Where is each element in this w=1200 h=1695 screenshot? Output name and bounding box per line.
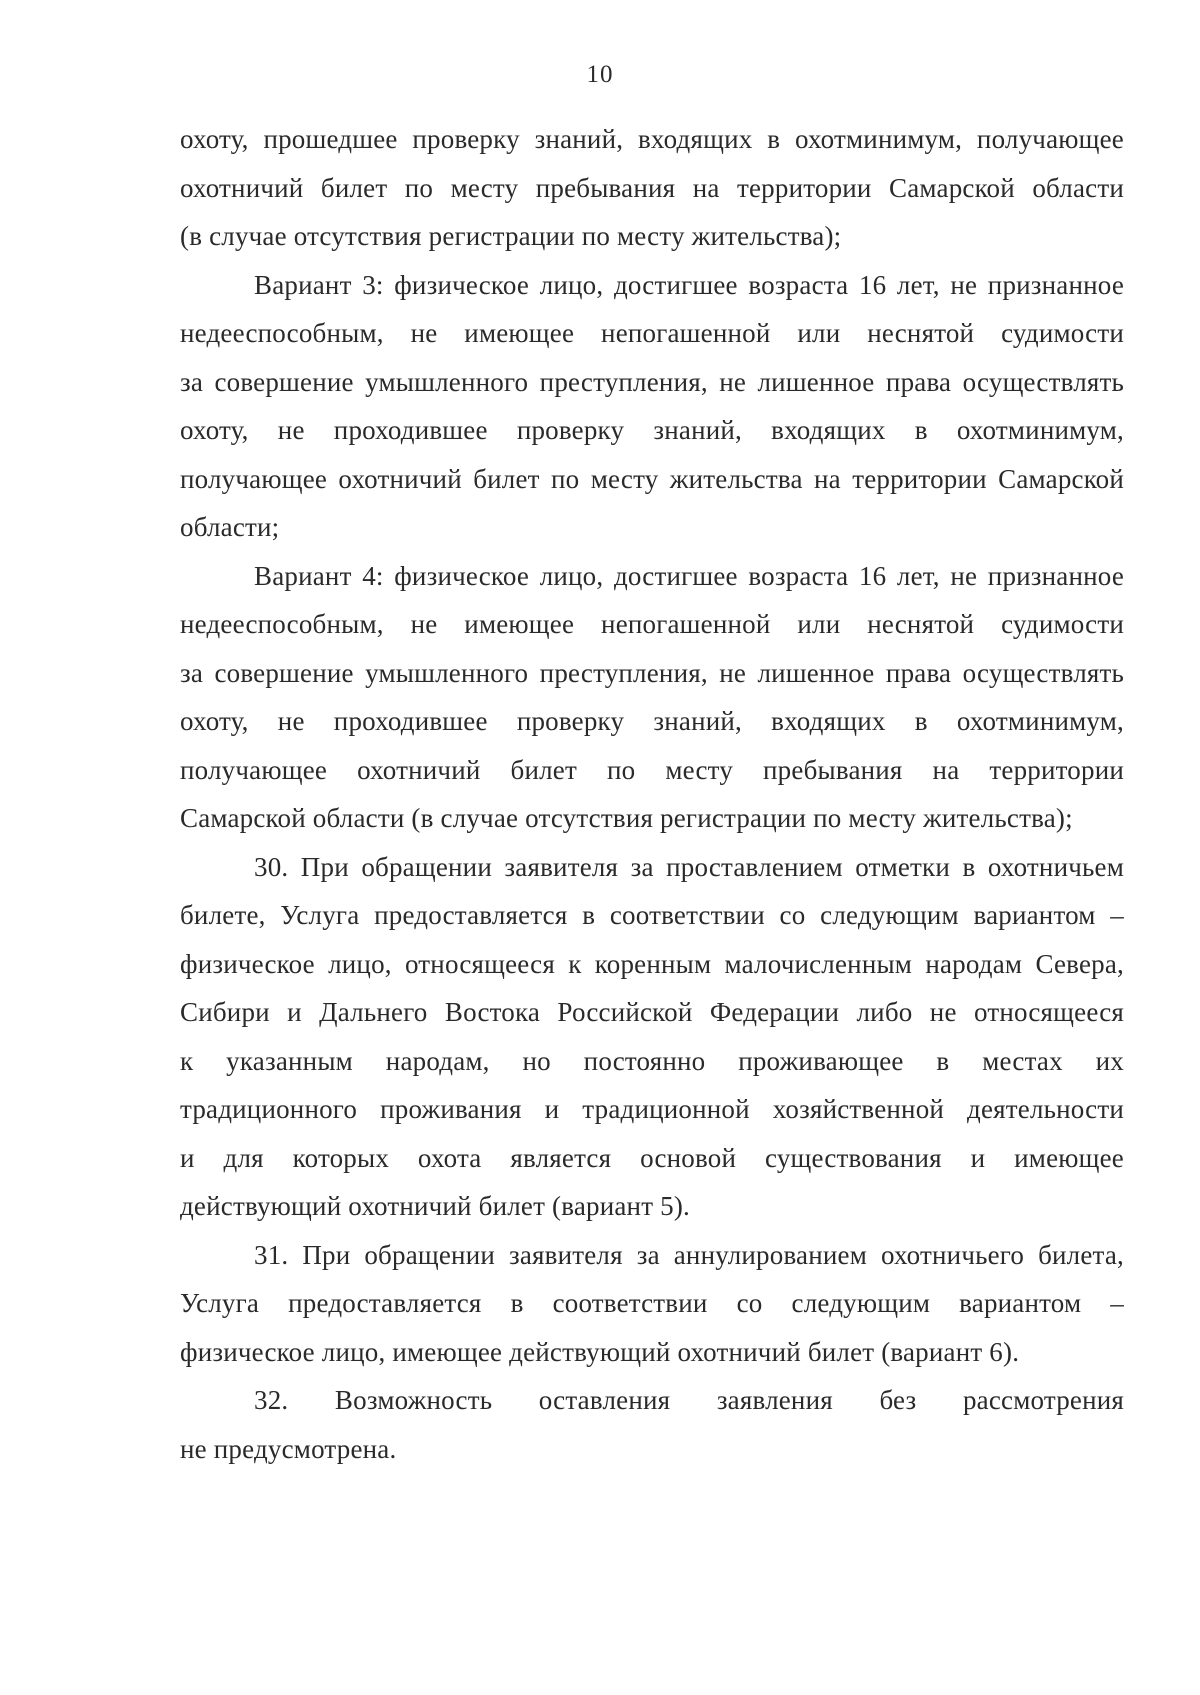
text-line: за совершение умышленного преступления, не лишенное права осуществлять	[180, 366, 1124, 397]
text-line: 31. При обращении заявителя за аннулированием охотничьего билета,	[254, 1239, 1124, 1270]
document-body	[180, 115, 1124, 1473]
text-line: 32. Возможность оставления заявления без рассмотрения	[254, 1385, 1124, 1415]
text-line: 30. При обращении заявителя за проставлением отметки в охотничьем	[254, 851, 1124, 882]
text-line: получающее охотничий билет по месту пребывания на территории	[180, 754, 1124, 785]
text-line: и для которых охота является основой существования и имеющее	[180, 1142, 1124, 1173]
paragraph-variant-3	[180, 261, 1124, 552]
text-line: охотничий билет по месту пребывания на территории Самарской области	[180, 172, 1124, 203]
text-line: к указанным народам, но постоянно проживающее в местах их	[180, 1045, 1124, 1076]
paragraph-continuation	[180, 115, 1124, 261]
text-line: не предусмотрена.	[180, 1433, 397, 1464]
page-number: 10	[586, 61, 614, 88]
text-line: физическое лицо, имеющее действующий охотничий билет (вариант 6).	[180, 1336, 1020, 1367]
text-line: Вариант 4: физическое лицо, достигшее возраста 16 лет, не признанное	[254, 560, 1124, 591]
paragraph-item-32	[180, 1376, 1124, 1473]
text-line: билете, Услуга предоставляется в соответствии со следующим вариантом –	[180, 900, 1124, 930]
paragraph-variant-4	[180, 552, 1124, 843]
text-line: физическое лицо, относящееся к коренным малочисленным народам Севера,	[180, 948, 1124, 979]
text-line: Вариант 3: физическое лицо, достигшее возраста 16 лет, не признанное	[254, 269, 1124, 300]
text-line: (в случае отсутствия регистрации по месту жительства);	[180, 221, 842, 251]
text-line: охоту, не проходившее проверку знаний, входящих в охотминимум,	[180, 706, 1124, 736]
paragraph-item-30	[180, 843, 1124, 1231]
text-line: за совершение умышленного преступления, не лишенное права осуществлять	[180, 657, 1124, 688]
text-line: охоту, прошедшее проверку знаний, входящих в охотминимум, получающее	[180, 124, 1124, 154]
text-line: Услуга предоставляется в соответствии со следующим вариантом –	[180, 1288, 1124, 1318]
text-line: недееспособным, не имеющее непогашенной или неснятой судимости	[180, 609, 1124, 639]
text-line: традиционного проживания и традиционной хозяйственной деятельности	[180, 1094, 1124, 1124]
text-line: недееспособным, не имеющее непогашенной или неснятой судимости	[180, 318, 1124, 348]
text-line: области;	[180, 512, 280, 542]
paragraph-item-31	[180, 1231, 1124, 1377]
text-line: действующий охотничий билет (вариант 5).	[180, 1191, 690, 1221]
text-line: Сибири и Дальнего Востока Российской Федерации либо не относящееся	[180, 997, 1124, 1027]
text-line: охоту, не проходившее проверку знаний, входящих в охотминимум,	[180, 415, 1124, 445]
text-line: получающее охотничий билет по месту жительства на территории Самарской	[180, 463, 1124, 494]
text-line: Самарской области (в случае отсутствия регистрации по месту жительства);	[180, 803, 1073, 833]
